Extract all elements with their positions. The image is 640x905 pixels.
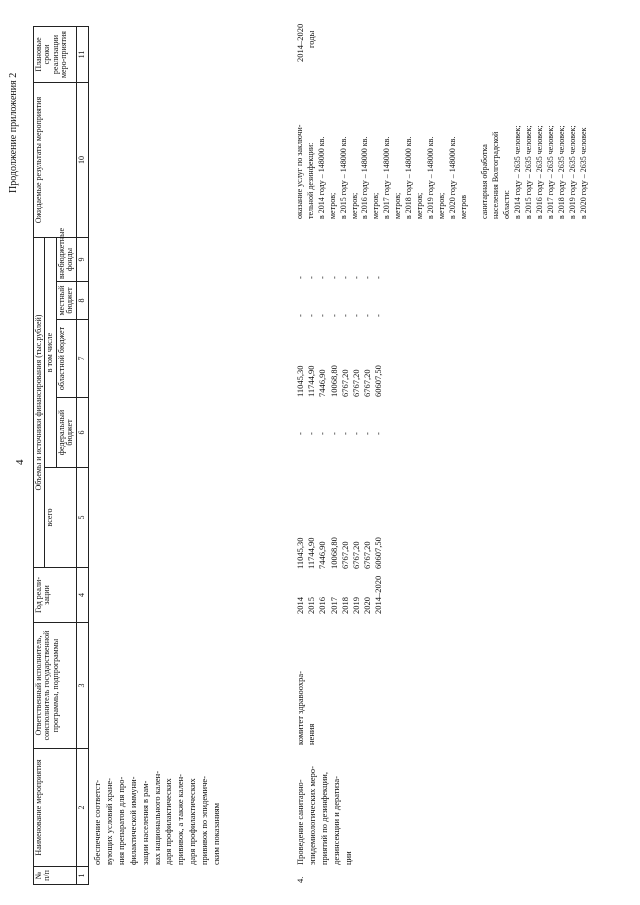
text-line: в 2020 году – 2635 человек	[578, 127, 588, 219]
header-num: № п/п	[34, 867, 77, 885]
text-line: ках национального кален-	[151, 770, 162, 865]
text-line: метров;	[436, 192, 446, 219]
text-line: даря профилактических	[187, 778, 198, 865]
regional-value: 10068,80	[328, 365, 339, 397]
header-regional: областной бюджет	[56, 320, 76, 398]
federal-value: -	[362, 432, 373, 435]
year-value: 2017	[328, 597, 339, 614]
text-line: в 2019 году – 2635 человек;	[567, 125, 577, 219]
text-line: нения	[306, 723, 317, 745]
text-line: даря профилактических	[163, 778, 174, 865]
year-value: 2016	[317, 597, 328, 614]
local-value: -	[306, 314, 317, 317]
header-extra: внебюджетные фонды	[56, 238, 76, 282]
row4-deadline	[295, 24, 317, 62]
text-line: в 2018 году – 148000 кв.	[404, 136, 414, 219]
local-value: -	[328, 314, 339, 317]
header-executor: Ответственный исполнитель, соисполнитель государственной программы, подпрограммы	[34, 623, 77, 749]
federal-value: -	[317, 432, 328, 435]
column-number: 10	[76, 83, 88, 238]
text-line: филактической иммуни-	[127, 776, 138, 865]
text-line: в 2017 году – 2635 человек;	[545, 125, 555, 219]
text-line: оказание услуг по заключи-	[295, 124, 304, 219]
text-line: в 2018 году – 2635 человек;	[556, 125, 566, 219]
row4-regional	[295, 365, 385, 397]
regional-value: 60607,50	[373, 365, 384, 397]
federal-value: -	[373, 432, 384, 435]
text-line: приятий по дезинфекции,	[318, 772, 329, 865]
text-line: в 2016 году – 2635 человек;	[534, 125, 544, 219]
total-value: 7446,90	[317, 541, 328, 569]
header-local: местный бюджет	[56, 282, 76, 320]
extra-value: -	[339, 276, 350, 279]
local-value: -	[373, 314, 384, 317]
total-value: 6767,20	[362, 541, 373, 569]
federal-value: -	[339, 432, 350, 435]
text-line: метров;	[371, 192, 381, 219]
text-line: в 2014 году – 148000 кв.	[316, 136, 326, 219]
text-line: населения Волгоградской	[491, 131, 501, 219]
text-line: метров;	[349, 192, 359, 219]
federal-value: -	[328, 432, 339, 435]
header-including: в том числе	[45, 238, 56, 468]
federal-value: -	[295, 432, 305, 435]
text-line: в 2015 году – 148000 кв.	[338, 136, 348, 219]
funding-table-header	[33, 26, 89, 885]
column-number: 6	[76, 398, 88, 468]
year-value: 2015	[306, 597, 317, 614]
row4-number: 4.	[295, 876, 305, 883]
local-value: -	[317, 314, 328, 317]
header-name: Наименование мероприятия	[34, 749, 77, 867]
local-value: -	[295, 314, 305, 317]
column-number: 1	[76, 867, 88, 885]
text-line: в 2020 году – 148000 кв.	[447, 136, 457, 219]
text-line: ния препаратов для про-	[115, 776, 126, 865]
total-value: 11744,90	[306, 537, 317, 569]
total-value: 11045,30	[295, 537, 305, 569]
year-value: 2014–2020	[373, 575, 384, 614]
text-line: комитет здравоохра-	[295, 671, 305, 745]
row4-years	[295, 576, 385, 614]
header-year: Год реали-зации	[34, 568, 77, 623]
column-number: 11	[76, 27, 88, 83]
header-federal: федеральный бюджет	[56, 398, 76, 468]
row4-federal	[295, 432, 385, 435]
total-value: 10068,80	[328, 537, 339, 569]
row4-local	[295, 314, 385, 317]
extra-value: -	[295, 276, 305, 279]
text-line: дезинсекции и дератиза-	[330, 775, 341, 865]
appendix-label: Продолжение приложения 2	[8, 72, 19, 193]
extra-value: -	[351, 276, 362, 279]
extra-value: -	[328, 276, 339, 279]
text-line: Проведение санитарно-	[295, 779, 305, 865]
column-number: 7	[76, 320, 88, 398]
text-line: санитарная обработка	[480, 144, 490, 219]
continuation-text	[92, 771, 223, 865]
header-total: всего	[45, 468, 76, 568]
header-deadline: Плановые сроки реализации меро-приятия	[34, 27, 77, 83]
column-number: 5	[76, 468, 88, 568]
local-value: -	[351, 314, 362, 317]
regional-value: 6767,20	[351, 369, 362, 397]
column-number: 9	[76, 238, 88, 282]
year-value: 2018	[339, 597, 350, 614]
year-value: 2019	[351, 597, 362, 614]
row4-results	[295, 125, 589, 219]
total-value: 60607,50	[373, 537, 384, 569]
extra-value: -	[362, 276, 373, 279]
extra-value: -	[373, 276, 384, 279]
column-number: 2	[76, 749, 88, 867]
header-results: Ожидаемые результаты мероприятия	[34, 83, 77, 238]
federal-value: -	[351, 432, 362, 435]
local-value: -	[362, 314, 373, 317]
text-line: метров;	[414, 192, 424, 219]
extra-value: -	[306, 276, 317, 279]
page-number: 4	[14, 459, 26, 465]
total-value: 6767,20	[339, 541, 350, 569]
regional-value: 6767,20	[339, 369, 350, 397]
regional-value: 11744,90	[306, 365, 317, 397]
local-value: -	[339, 314, 350, 317]
row4-extra	[295, 276, 385, 279]
row4-executor	[295, 671, 317, 745]
regional-value: 7446,90	[317, 369, 328, 397]
text-line: эпидемиологических меро-	[306, 765, 317, 865]
text-line: в 2017 году – 148000 кв.	[382, 136, 392, 219]
text-line: метров;	[393, 192, 403, 219]
column-number: 4	[76, 568, 88, 623]
text-line: годы	[306, 30, 317, 48]
text-line: метров	[458, 195, 468, 219]
text-line: вующих условий хране-	[103, 778, 114, 865]
text-line: прививок по эпидемиче-	[199, 776, 210, 865]
regional-value: 6767,20	[362, 369, 373, 397]
text-line	[470, 125, 481, 219]
text-line: в 2016 году – 148000 кв.	[360, 136, 370, 219]
header-funding: Объемы и источники финансирования (тыс.рублей)	[34, 238, 45, 568]
text-line: зации населения в рам-	[139, 780, 150, 865]
text-line: в 2014 году – 2635 человек;	[513, 125, 523, 219]
text-line: обеспечение соответст-	[92, 779, 102, 865]
column-number: 8	[76, 282, 88, 320]
text-line: ции	[342, 851, 353, 865]
text-line: ским показаниям	[211, 802, 222, 865]
year-value: 2014	[295, 597, 305, 614]
text-line: тельной дезинфекции:	[305, 142, 315, 219]
text-line: в 2019 году – 148000 кв.	[425, 136, 435, 219]
federal-value: -	[306, 432, 317, 435]
total-value: 6767,20	[351, 541, 362, 569]
text-line: прививок, а также кален-	[175, 773, 186, 865]
regional-value: 11045,30	[295, 365, 305, 397]
text-line: в 2015 году – 2635 человек;	[524, 125, 534, 219]
row4-total	[295, 537, 385, 569]
year-value: 2020	[362, 597, 373, 614]
text-line: 2014–2020	[295, 23, 305, 62]
extra-value: -	[317, 276, 328, 279]
text-line: метров;	[327, 192, 337, 219]
row4-name	[295, 766, 355, 865]
column-number: 3	[76, 623, 88, 749]
text-line: области:	[502, 190, 512, 219]
